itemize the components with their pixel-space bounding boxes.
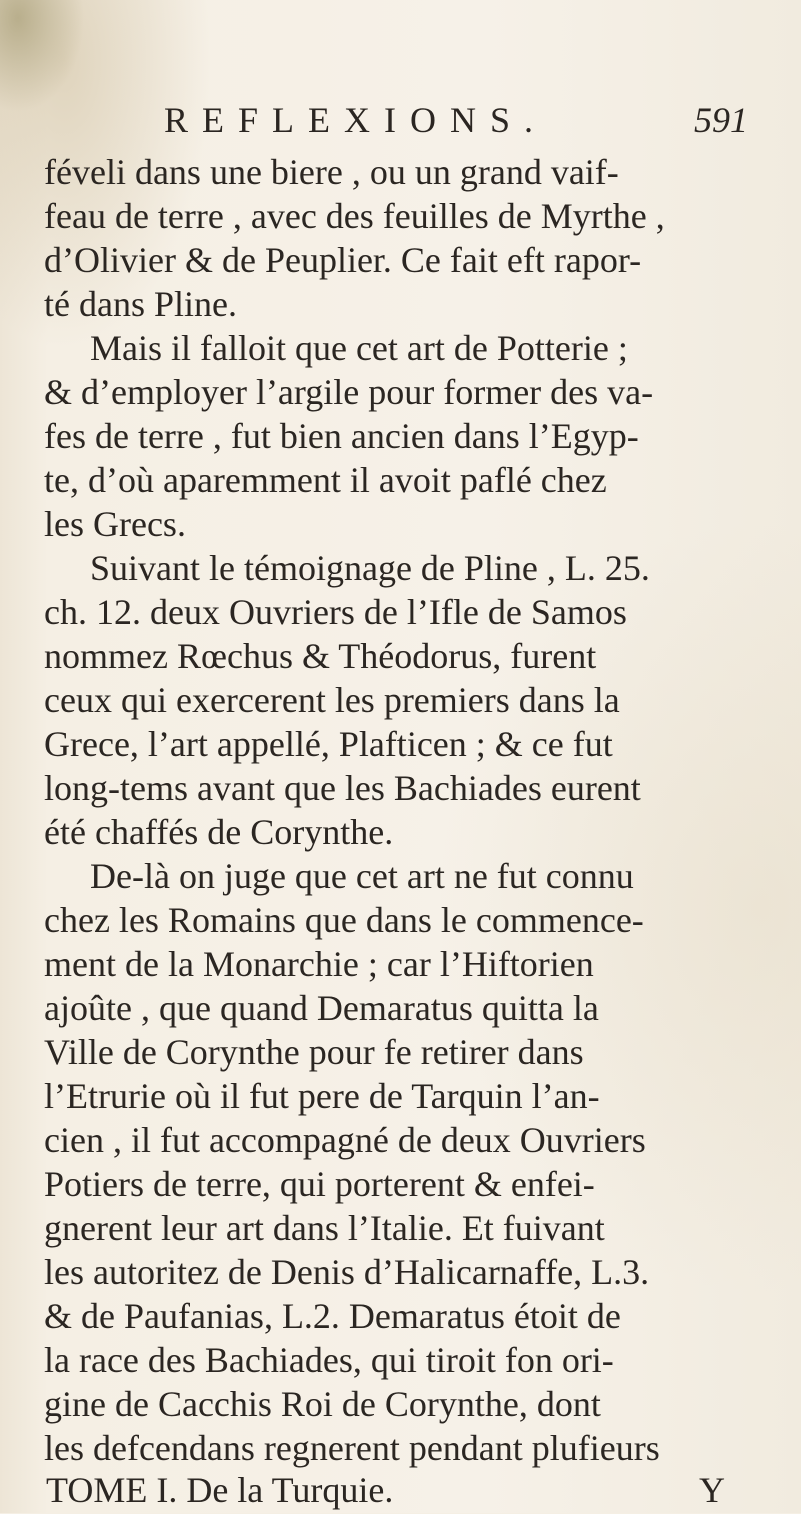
text-line: feau de terre , avec des feuilles de Myrthe ,: [44, 196, 665, 236]
text-line: féveli dans une biere , ou un grand vaif-: [44, 152, 619, 192]
text-line: long-tems avant que les Bachiades eurent: [44, 768, 641, 808]
text-line: les defcendans regnerent pendant plufieurs: [44, 1428, 660, 1468]
catchword: Y: [699, 1470, 725, 1510]
running-head: REFLEXIONS.: [164, 100, 548, 140]
text-line: gnerent leur art dans l’Italie. Et fuivant: [44, 1208, 605, 1248]
text-line: De-là on juge que cet art ne fut connu: [90, 856, 634, 896]
text-line: té dans Pline.: [44, 284, 237, 324]
page-header: [44, 96, 756, 144]
text-line: les Grecs.: [44, 504, 186, 544]
text-line: fes de terre , fut bien ancien dans l’Egyp-: [44, 416, 639, 456]
text-line: gine de Cacchis Roi de Corynthe, dont: [44, 1384, 601, 1424]
signature-mark: TOME I. De la Turquie.: [46, 1470, 394, 1510]
text-line: la race des Bachiades, qui tiroit fon ori-: [44, 1340, 614, 1380]
text-line: & d’employer l’argile pour former des va-: [44, 372, 654, 412]
text-line: Ville de Corynthe pour fe retirer dans: [44, 1032, 584, 1072]
text-line: Potiers de terre, qui porterent & enfei-: [44, 1164, 595, 1204]
text-line: & de Paufanias, L.2. Demaratus étoit de: [44, 1296, 621, 1336]
text-line: nommez Rœchus & Théodorus, furent: [44, 636, 597, 676]
text-line: d’Olivier & de Peuplier. Ce fait eft rapor-: [44, 240, 642, 280]
text-line: Mais il falloit que cet art de Potterie ;: [90, 328, 628, 368]
text-line: ment de la Monarchie ; car l’Hiftorien: [44, 944, 594, 984]
page-footer: [46, 1466, 758, 1514]
text-line: te, d’où aparemment il avoit paflé chez: [44, 460, 607, 500]
text-line: les autoritez de Denis d’Halicarnaffe, L.3.: [44, 1252, 650, 1292]
text-line: Grece, l’art appellé, Plafticen ; & ce fut: [44, 724, 613, 764]
text-line: chez les Romains que dans le commence-: [44, 900, 644, 940]
text-line: Suivant le témoignage de Pline , L. 25.: [90, 548, 650, 588]
page-number: 591: [694, 100, 748, 140]
text-line: cien , il fut accompagné de deux Ouvriers: [44, 1120, 646, 1160]
text-line: ajoûte , que quand Demaratus quitta la: [44, 988, 599, 1028]
text-line: été chaffés de Corynthe.: [44, 812, 394, 852]
text-line: l’Etrurie où il fut pere de Tarquin l’an-: [44, 1076, 600, 1116]
text-line: ch. 12. deux Ouvriers de l’Ifle de Samos: [44, 592, 627, 632]
text-line: ceux qui exercerent les premiers dans la: [44, 680, 620, 720]
